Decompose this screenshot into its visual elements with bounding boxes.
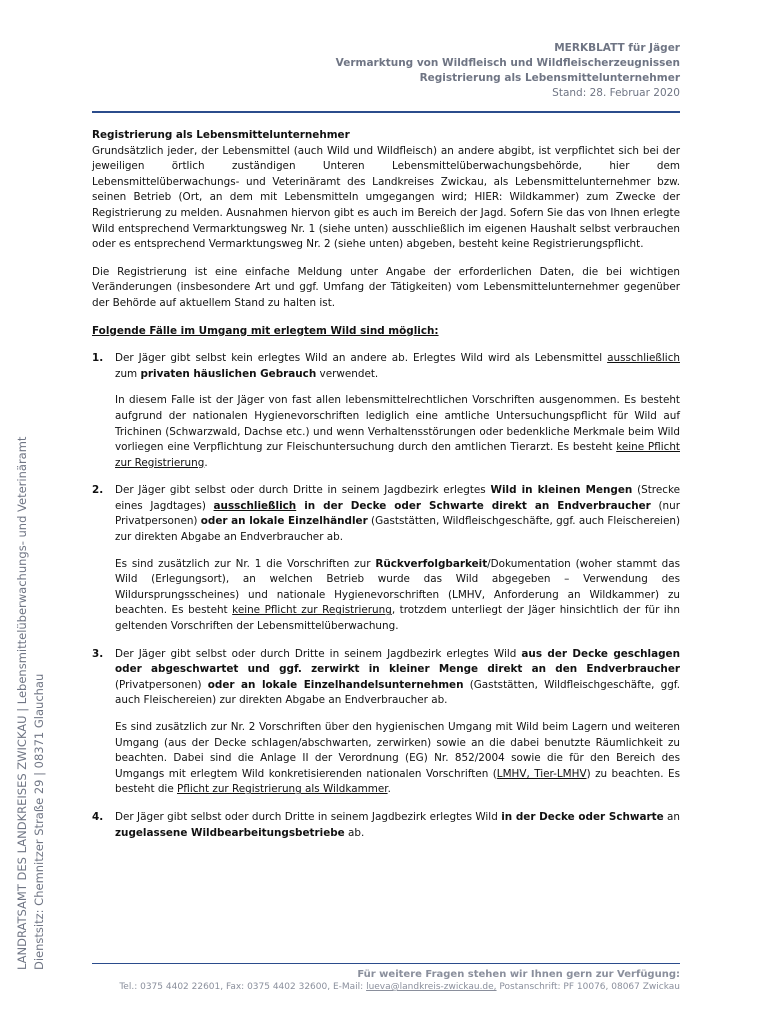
list-item-detail: Es sind zusätzlich zur Nr. 1 die Vorschriften zur Rückverfolgbarkeit/Dokumentation (woher stammt das Wild (Erlegungsort), an welchen Betrieb wurde das Wild abgegeben – Verwendung des Wildursprungsscheines) und nationale Hygienevorschriften (LMHV, Anforderung an Wildkammer) zu beachten. Es besteht keine Pflicht zur Registrierung, trotzdem unterliegt der Jäger hinsichtlich der für ihn geltenden Vorschriften der Lebensmittelüberwachung. — [115, 557, 681, 633]
footer-email-link[interactable]: lueva@landkreis-zwickau.de, — [366, 982, 497, 992]
intro-paragraph-1: Grundsätzlich jeder, der Lebensmittel (auch Wild und Wildfleisch) an andere abgibt, ist verpflichtet sich bei der jeweiligen örtlich zuständigen Unteren Lebensmittelüberwachungsbehörde, hier dem Lebensmittelüberwachungs- und Veterinäramt des Landkreises Zwickau, als Lebensmittelunternehmer bzw. seinen Betrieb (Ort, an dem mit Lebensmitteln umgegangen wird; HIER: Wildkammer) zum Zwecke der Registrierung zu melden. Ausnahmen hiervon gibt es auch im Bereich der Jagd. Sofern Sie das von Ihnen erlegte Wild entsprechend Vermarktungsweg Nr. 1 (siehe unten) ausschließlich im eigenen Haushalt selbst verbrauchen oder es entsprechend Vermarktungsweg Nr. 2 (siehe unten) abgeben, besteht keine Registrierungspflicht. — [92, 144, 680, 251]
list-item-number: 2. — [92, 484, 104, 497]
sidebar-rotated-text — [14, 437, 48, 970]
list-item-4 — [92, 810, 680, 841]
list-item-lead: Der Jäger gibt selbst kein erlegtes Wild an andere ab. Erlegtes Wild wird als Lebensmittel ausschließlich zum privaten häuslichen Gebrauch verwendet. — [115, 352, 680, 380]
list-item-lead: Der Jäger gibt selbst oder durch Dritte in seinem Jagdbezirk erlegtes Wild in der Decke oder Schwarte an zugelassene Wildbearbeitungsbetriebe ab. — [115, 810, 680, 839]
intro-paragraph-2: Die Registrierung ist eine einfache Meldung unter Angabe der erforderlichen Daten, die bei wichtigen Veränderungen (insbesondere Art und ggf. Umfang der Tätigkeiten) vom Lebensmittelunternehmer gegenüber der Behörde auf aktuellem Stand zu halten ist. — [92, 265, 680, 309]
list-item-detail: Es sind zusätzlich zur Nr. 2 Vorschriften über den hygienischen Umgang mit Wild beim Lagern und weiteren Umgang (aus der Decke schlagen/abschwarten, zerwirken) sowie an die dabei benutzte Räumlichkeit zu beachten. Dabei sind die Anlage II der Verordnung (EG) Nr. 852/2004 sowie die für den Bereich des Umgangs mit erlegtem Wild konkretisierenden nationalen Vorschriften (LMHV, Tier-LMHV) zu beachten. Es besteht die Pflicht zur Registrierung als Wildkammer. — [115, 721, 680, 796]
document-footer — [119, 968, 680, 994]
header-subtitle-1: Vermarktung von Wildfleisch und Wildfleischerzeugnissen — [335, 57, 680, 69]
footer-divider — [92, 963, 680, 964]
list-item-1 — [92, 351, 680, 471]
list-item-lead: Der Jäger gibt selbst oder durch Dritte in seinem Jagdbezirk erlegtes Wild aus der Decke geschlagen oder abgeschwartet und ggf. zerwirkt in kleiner Menge direkt an den Endverbraucher (Privatpersonen) oder an lokale Einzelhandelsunternehmen (Gaststätten, Wildfleischgeschäfte, ggf. auch Fleischereien) zur direkten Abgabe an Endverbraucher ab. — [115, 647, 681, 707]
list-item-detail: In diesem Falle ist der Jäger von fast allen lebensmittelrechtlichen Vorschriften ausgenommen. Es besteht aufgrund der nationalen Hygienevorschriften lediglich eine amtliche Untersuchungspflicht für Wild auf Trichinen (Schwarzwald, Dachse etc.) und wenn Verhaltensstörungen oder bedenkliche Merkmale beim Wild vorliegen eine Verpflichtung zur Fleischuntersuchung durch den amtlichen Tierarzt. Es besteht keine Pflicht zur Registrierung. — [115, 394, 680, 469]
sidebar-authority: LANDRATSAMT DES LANDKREISES ZWICKAU | Lebensmittelüberwachungs- und Veterinäramt — [15, 436, 29, 970]
section-title: Registrierung als Lebensmittelunternehmer — [92, 129, 350, 141]
list-item-2 — [92, 483, 680, 634]
footer-contact-heading: Für weitere Fragen stehen wir Ihnen gern zur Verfügung: — [357, 969, 680, 980]
cases-heading: Folgende Fälle im Umgang mit erlegtem Wild sind möglich: — [92, 324, 439, 337]
header-title: MERKBLATT für Jäger — [554, 42, 680, 54]
footer-contact-details: Tel.: 0375 4402 22601, Fax: 0375 4402 32600, E-Mail: lueva@landkreis-zwickau.de, Postanschrift: PF 10076, 08067 Zwickau — [119, 982, 680, 992]
header-divider — [92, 111, 680, 113]
list-item-number: 1. — [92, 352, 104, 365]
document-body — [92, 128, 680, 841]
document-header — [336, 41, 680, 101]
list-item-number: 3. — [92, 647, 104, 660]
list-item-3 — [92, 647, 680, 798]
header-date: Stand: 28. Februar 2020 — [552, 87, 680, 99]
header-subtitle-2: Registrierung als Lebensmittelunternehmer — [419, 72, 680, 84]
list-item-lead: Der Jäger gibt selbst oder durch Dritte in seinem Jagdbezirk erlegtes Wild in kleinen Mengen (Strecke eines Jagdtages) ausschließlich in der Decke oder Schwarte direkt an Endverbraucher (nur Privatpersonen) oder an lokale Einzelhändler (Gaststätten, Wildfleischgeschäfte, ggf. auch Fleischereien) zur direkten Abgabe an Endverbraucher ab. — [115, 484, 681, 544]
list-item-number: 4. — [92, 810, 104, 823]
sidebar-address — [14, 420, 74, 970]
sidebar-address-line: Dienstsitz: Chemnitzer Straße 29 | 08371 Glauchau — [32, 673, 46, 970]
